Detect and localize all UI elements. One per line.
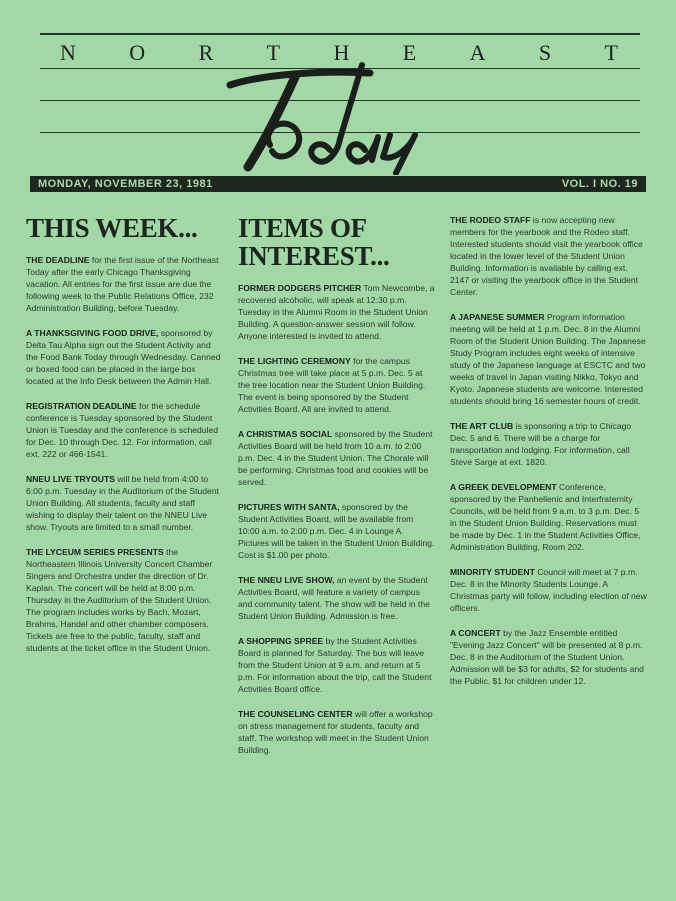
news-item-lead: THE LYCEUM SERIES PRESENTS bbox=[26, 547, 164, 557]
news-item-lead: THE NNEU LIVE SHOW, bbox=[238, 575, 335, 585]
news-item-lead: THE ART CLUB bbox=[450, 421, 514, 431]
masthead-letter: E bbox=[402, 40, 419, 65]
news-item-lead: THE LIGHTING CEREMONY bbox=[238, 356, 351, 366]
news-item-body: by the Student Activities Board is planned for Saturday. The bus will leave from the Student Union at 9 a.m. and return at 5 p.m. For information about the trip, call the Student Activities Board office. bbox=[238, 636, 432, 694]
masthead-letter: S bbox=[538, 40, 554, 65]
news-item-body: for the campus Christmas tree will take place at 5 p.m. Dec. 5 at the tree location near the Student Union Building. The event is being sponsored by the Student Activities Board. All are invited to attend. bbox=[238, 356, 426, 414]
dateline-bar bbox=[30, 176, 646, 192]
news-item-lead: THE DEADLINE bbox=[26, 255, 90, 265]
news-item-body: sponsored by Delta Tau Alpha sign out the Student Activity and the Food Bank Today through Wednesday. Canned or boxed food can be placed in the large box located at the Info Desk between the Admin Hall. bbox=[26, 328, 221, 386]
news-item-lead: REGISTRATION DEADLINE bbox=[26, 401, 137, 411]
issue-volume: VOL. I NO. 19 bbox=[561, 178, 638, 190]
news-item-lead: THE COUNSELING CENTER bbox=[238, 709, 353, 719]
news-item bbox=[26, 473, 224, 533]
column-heading: ITEMS OF INTEREST... bbox=[238, 213, 390, 271]
news-item-lead: A SHOPPING SPREE bbox=[238, 636, 324, 646]
masthead-letter: R bbox=[198, 40, 216, 65]
column-this-week bbox=[26, 214, 224, 667]
news-item bbox=[26, 546, 224, 654]
news-item-body: sponsored by the Student Activities Board, will be available from 10:00 a.m. to 2:00 p.m. Dec. 4 in Lounge A. Pictures will be taken in the Student Union Building. Cost is $1.00 per photo. bbox=[238, 502, 435, 560]
news-item bbox=[238, 501, 436, 561]
news-item-body: sponsored by the Student Activities Board will be held from 10 a.m. to 2:00 p.m. Dec. 4 in the Student Union. The Chorale will be performing. Christmas food and cookies will be served. bbox=[238, 429, 433, 487]
news-item-lead: A CONCERT bbox=[450, 628, 501, 638]
news-item-body: for the schedule conference is Tuesday sponsored by the Student Union is Tuesday and the conference is scheduled for Dec. 10 through Dec. 12. For information, call ext. 222 or 466-1541. bbox=[26, 401, 219, 459]
news-item bbox=[26, 327, 224, 387]
masthead-letter: H bbox=[333, 40, 352, 65]
item-list bbox=[238, 282, 436, 756]
news-item-lead: THE RODEO STAFF bbox=[450, 215, 531, 225]
news-item-body: the Northeastern Illinois University Concert Chamber Singers and Orchestra under the direction of Dr. Kaplan. The concert will be held at 8:00 p.m. Thursday in the Auditorium of the Student Union. The program includes works by Bach, Mozart, Brahms, Handel and other chamber composers. Tickets are free to the public, faculty, staff and students at the ticket office in the Student Union. bbox=[26, 547, 213, 653]
news-item-lead: A CHRISTMAS SOCIAL bbox=[238, 429, 333, 439]
news-item-lead: A THANKSGIVING FOOD DRIVE, bbox=[26, 328, 159, 338]
masthead-letter: T bbox=[604, 40, 620, 65]
news-item bbox=[238, 355, 436, 415]
news-item-lead: FORMER DODGERS PITCHER bbox=[238, 283, 362, 293]
news-item bbox=[450, 214, 648, 298]
masthead-letter: A bbox=[469, 40, 488, 65]
news-item bbox=[450, 311, 648, 407]
news-item-body: will offer a workshop on stress management for students, faculty and staff. The workshop will meet in the Student Union Building. bbox=[238, 709, 433, 755]
news-item-body: for the first issue of the Northeast Today after the early Chicago Thanksgiving vacation. All entries for the first issue are due the following week to the Public Relations Office, 232 Administration Building, before Tuesday. bbox=[26, 255, 219, 313]
news-item bbox=[450, 481, 648, 553]
news-item bbox=[450, 566, 648, 614]
column-items-of-interest bbox=[238, 214, 436, 769]
news-item-lead: A JAPANESE SUMMER bbox=[450, 312, 545, 322]
news-item-body: will be held from 4:00 to 6:00 p.m. Tuesday in the Auditorium of the Student Union Building. All students, faculty and staff wishing to display their talent on the NNEU Live show. Tryouts are limited to a small number. bbox=[26, 474, 220, 532]
news-item-body: Council will meet at 7 p.m. Dec. 8 in the Minority Students Lounge. A Christmas party will follow, including election of new officers. bbox=[450, 567, 647, 613]
masthead-letter: O bbox=[129, 40, 148, 65]
masthead-top-rule bbox=[40, 33, 640, 35]
news-item-body: Tom Newcombe, a recovered alcoholic, will speak at 12:30 p.m. Tuesday in the Alumni Room in the Student Union Building. A question-answer session will follow. Anyone interested is invited to attend. bbox=[238, 283, 435, 341]
news-item bbox=[26, 254, 224, 314]
news-item-body: is now accepting new members for the yearbook and the Rodeo staff. Interested students should visit the yearbook office located in the lower level of the Student Union Building. Information is available by calling ext. 2147 or visiting the yearbook office in the Student Center. bbox=[450, 215, 643, 297]
news-item-lead: PICTURES WITH SANTA, bbox=[238, 502, 340, 512]
item-list bbox=[450, 214, 648, 687]
news-item bbox=[26, 400, 224, 460]
news-item-body: an event by the Student Activities Board, will feature a variety of campus and community talent. The show will be held in the Student Union Building. Admission is free. bbox=[238, 575, 430, 621]
today-logo bbox=[200, 55, 450, 175]
item-list bbox=[26, 254, 224, 654]
issue-date: MONDAY, NOVEMBER 23, 1981 bbox=[38, 178, 213, 190]
news-item-lead: A GREEK DEVELOPMENT bbox=[450, 482, 557, 492]
masthead-letter: T bbox=[266, 40, 283, 65]
masthead-letter: N bbox=[60, 40, 78, 65]
news-item bbox=[238, 708, 436, 756]
news-item bbox=[450, 627, 648, 687]
news-item-body: is sponsoring a trip to Chicago Dec. 5 and 6. There will be a charge for transportation and lodging. For information, call Steve Sarge at ext. 1820. bbox=[450, 421, 632, 467]
news-item-lead: NNEU LIVE TRYOUTS bbox=[26, 474, 115, 484]
news-item-body: by the Jazz Ensemble entitled "Evening Jazz Concert" will be presented at 8 p.m. Dec. 8 in the Auditorium of the Student Union. Admission will be $3 for adults, $2 for students and the Public, $1 for children under 12. bbox=[450, 628, 644, 686]
news-item-body: Program information meeting will be held at 1 p.m. Dec. 8 in the Alumni Room of the Student Union Building. The Japanese Study Program includes eight weeks of intensive study of the Japanese language at ESCTC and two weeks of travel in Japan visiting Nikko, Tokyo and Kyoto. Japanese students are welcome. Interested students should bring 16 semester hours of credit. bbox=[450, 312, 646, 406]
news-item-lead: MINORITY STUDENT bbox=[450, 567, 535, 577]
column-heading: THIS WEEK... bbox=[26, 213, 198, 243]
news-item bbox=[450, 420, 648, 468]
news-item bbox=[238, 428, 436, 488]
column-continued bbox=[450, 214, 648, 700]
news-item bbox=[238, 282, 436, 342]
news-item bbox=[238, 574, 436, 622]
news-item-body: Conference, sponsored by the Panhellenic and Interfraternity Councils, will be held from 9 a.m. to 3 p.m. Dec. 5 in the Student Union Building. Reservations must be made by Dec. 1 in the Student Activities Office, Administration Building, Room 202. bbox=[450, 482, 641, 552]
news-item bbox=[238, 635, 436, 695]
